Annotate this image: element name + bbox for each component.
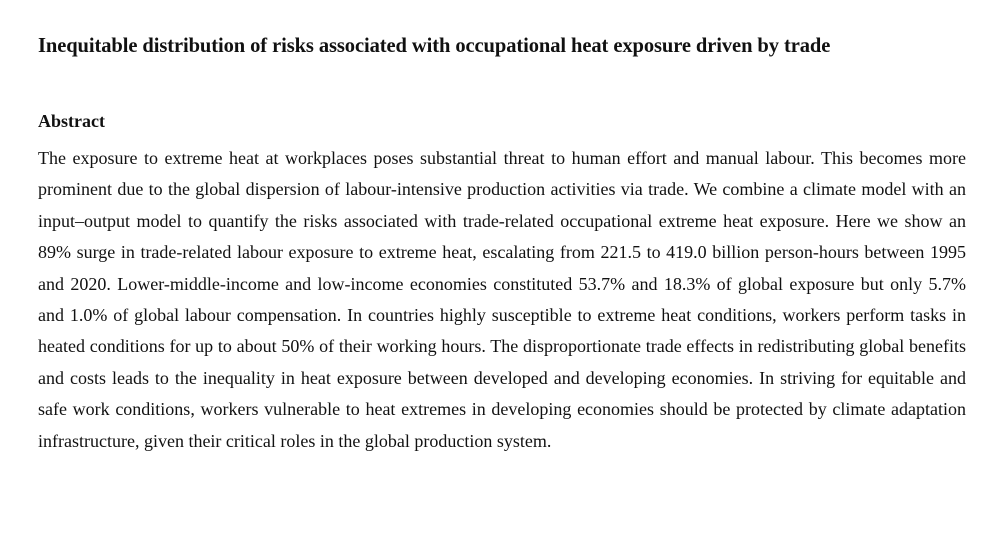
paper-title: Inequitable distribution of risks associated with occupational heat exposure driven by trade [38, 33, 831, 57]
abstract-body: The exposure to extreme heat at workplaces poses substantial threat to human effort and manual labour. This becomes more prominent due to the global dispersion of labour-intensive production activities via trade. We combine a climate model with an input–output model to quantify the risks associated with trade-related occupational extreme heat exposure. Here we show an 89% surge in trade-related labour exposure to extreme heat, escalating from 221.5 to 419.0 billion person-hours between 1995 and 2020. Lower-middle-income and low-income economies constituted 53.7% and 18.3% of global exposure but only 5.7% and 1.0% of global labour compensation. In countries highly susceptible to extreme heat conditions, workers perform tasks in heated conditions for up to about 50% of their working hours. The disproportionate trade effects in redistributing global benefits and costs leads to the inequality in heat exposure between developed and developing economies. In striving for equitable and safe work conditions, workers vulnerable to heat extremes in developing economies should be protected by climate adaptation infrastructure, given their critical roles in the global production system. [38, 148, 966, 451]
abstract-heading: Abstract [38, 111, 105, 131]
